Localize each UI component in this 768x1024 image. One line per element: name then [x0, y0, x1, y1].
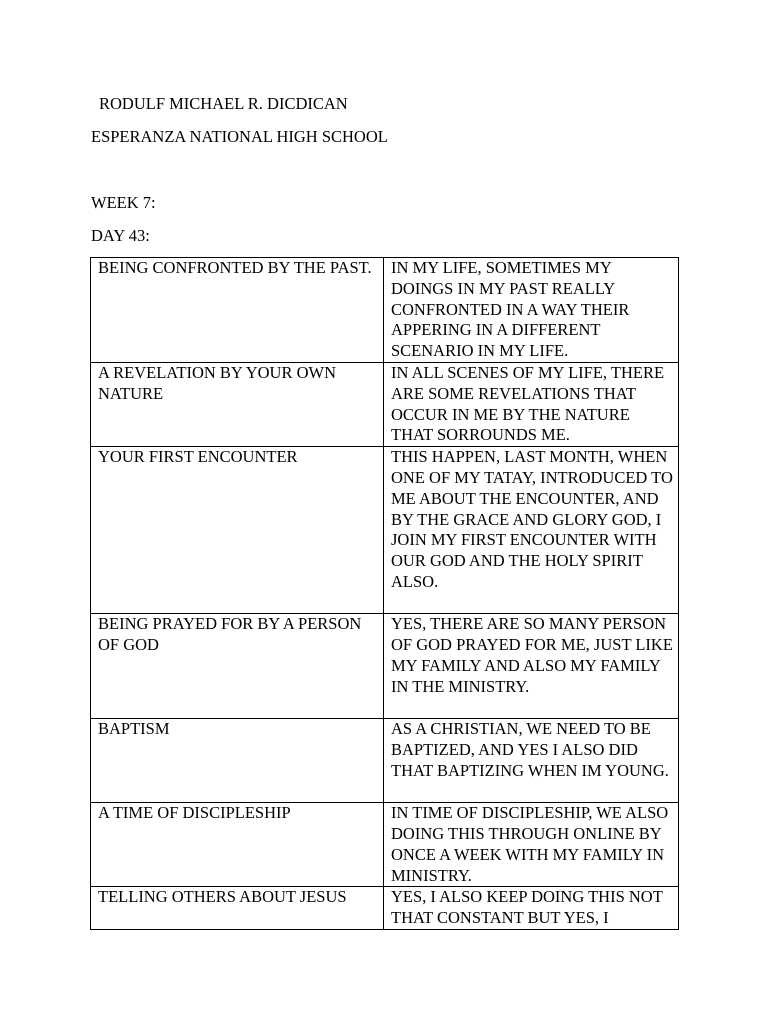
- topic-cell: BEING PRAYED FOR BY A PERSON OF GOD: [91, 614, 384, 719]
- table-row: [91, 258, 679, 363]
- table-row: [91, 363, 679, 447]
- table-row: [91, 447, 679, 614]
- topic-cell: BAPTISM: [91, 719, 384, 803]
- journal-table: [90, 257, 679, 930]
- response-cell: IN ALL SCENES OF MY LIFE, THERE ARE SOME REVELATIONS THAT OCCUR IN ME BY THE NATURE THAT SORROUNDS ME.: [384, 363, 679, 447]
- response-cell: IN TIME OF DISCIPLESHIP, WE ALSO DOING THIS THROUGH ONLINE BY ONCE A WEEK WITH MY FAMILY IN MINISTRY.: [384, 803, 679, 887]
- topic-cell: TELLING OTHERS ABOUT JESUS: [91, 887, 384, 930]
- topic-cell: BEING CONFRONTED BY THE PAST.: [91, 258, 384, 363]
- school-name: ESPERANZA NATIONAL HIGH SCHOOL: [91, 127, 388, 146]
- topic-cell: A REVELATION BY YOUR OWN NATURE: [91, 363, 384, 447]
- response-cell: YES, THERE ARE SO MANY PERSON OF GOD PRAYED FOR ME, JUST LIKE MY FAMILY AND ALSO MY FAMILY IN THE MINISTRY.: [384, 614, 679, 719]
- response-cell: AS A CHRISTIAN, WE NEED TO BE BAPTIZED, AND YES I ALSO DID THAT BAPTIZING WHEN IM YOUNG.: [384, 719, 679, 803]
- response-cell: YES, I ALSO KEEP DOING THIS NOT THAT CONSTANT BUT YES, I: [384, 887, 679, 930]
- response-cell: THIS HAPPEN, LAST MONTH, WHEN ONE OF MY TATAY, INTRODUCED TO ME ABOUT THE ENCOUNTER, AND BY THE GRACE AND GLORY GOD, I JOIN MY FIRST ENCOUNTER WITH OUR GOD AND THE HOLY SPIRIT ALSO.: [384, 447, 679, 614]
- table-row: [91, 719, 679, 803]
- author-name: RODULF MICHAEL R. DICDICAN: [99, 94, 348, 113]
- table-row: [91, 614, 679, 719]
- topic-cell: YOUR FIRST ENCOUNTER: [91, 447, 384, 614]
- table-row: [91, 803, 679, 887]
- table-row: [91, 887, 679, 930]
- response-cell: IN MY LIFE, SOMETIMES MY DOINGS IN MY PAST REALLY CONFRONTED IN A WAY THEIR APPERING IN A DIFFERENT SCENARIO IN MY LIFE.: [384, 258, 679, 363]
- day-label: DAY 43:: [91, 226, 150, 245]
- topic-cell: A TIME OF DISCIPLESHIP: [91, 803, 384, 887]
- week-label: WEEK 7:: [91, 193, 156, 212]
